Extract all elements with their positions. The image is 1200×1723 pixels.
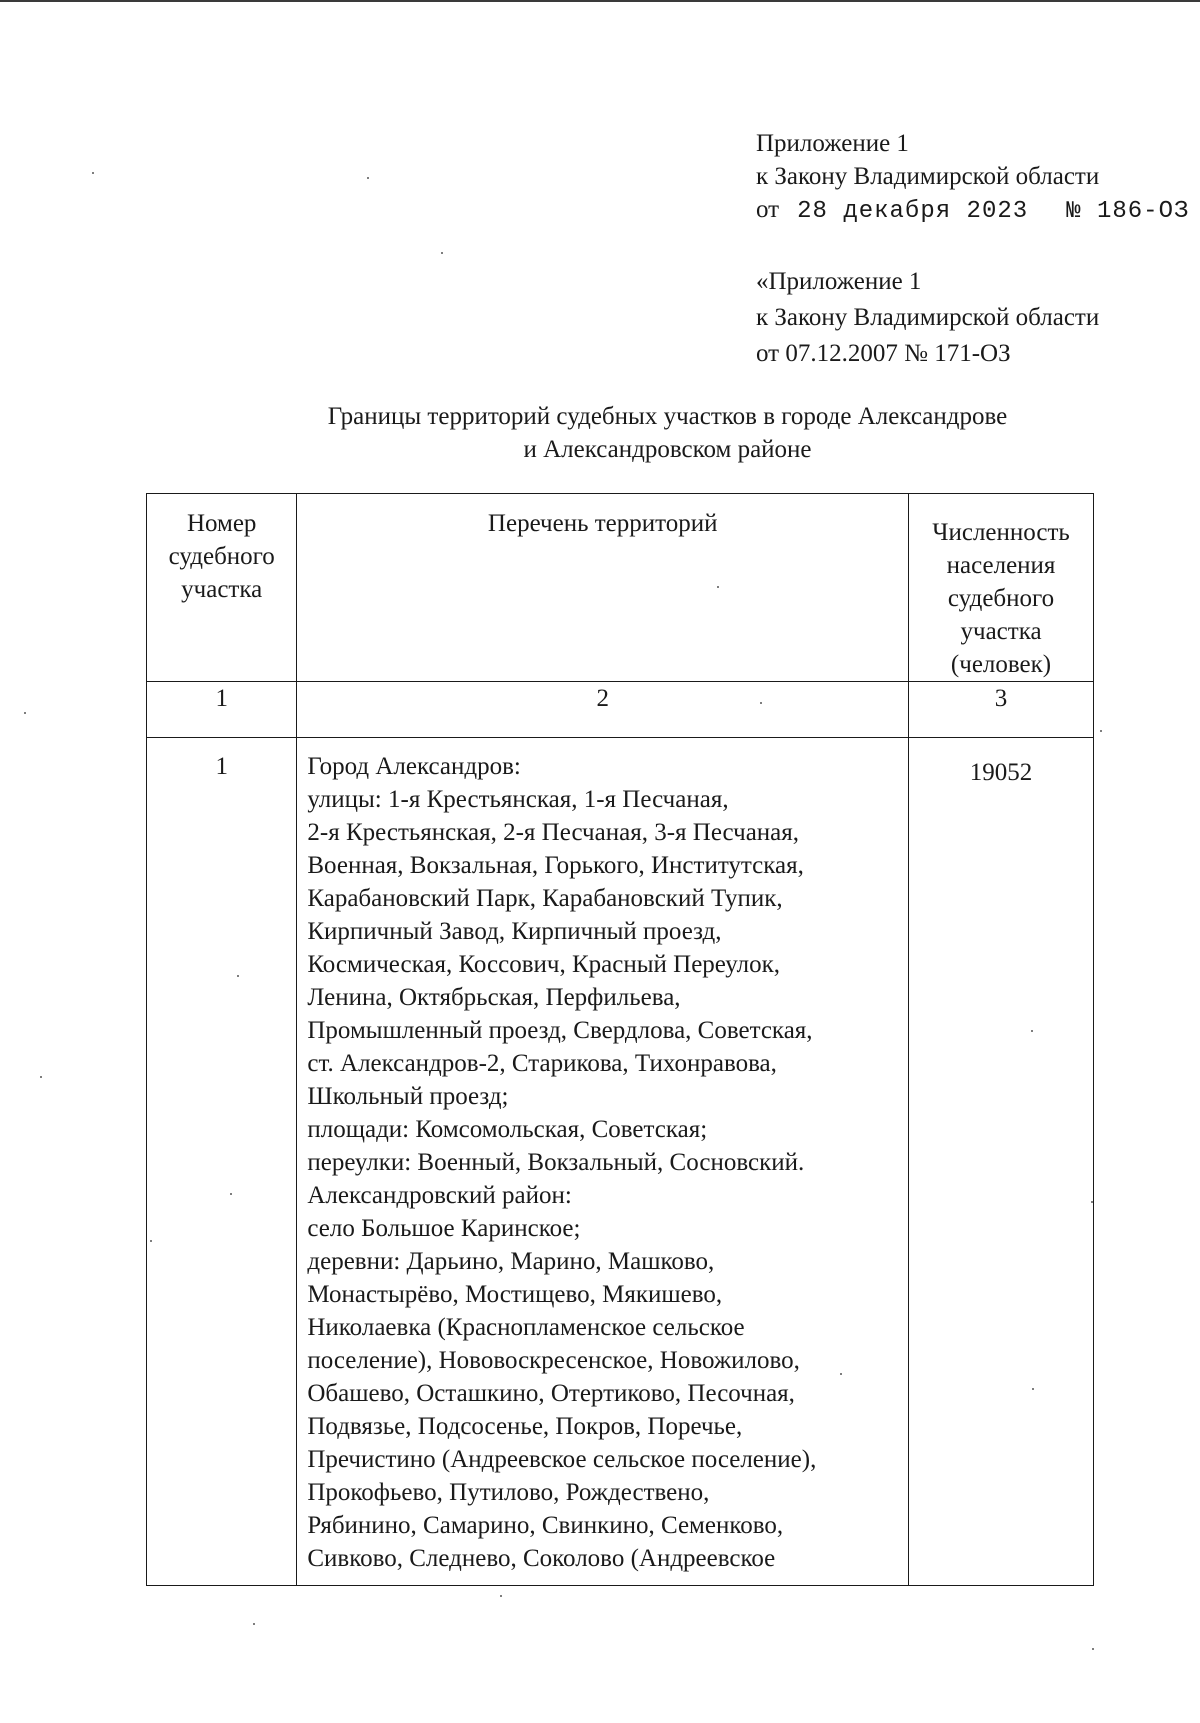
district-number-cell [147,738,297,1586]
scan-speck [840,1373,842,1375]
territory-line: Космическая, Коссович, Красный Переулок, [307,951,781,978]
column-number: 3 [909,682,1094,738]
population-cell [909,738,1094,1586]
territory-line: Подвязье, Подсосенье, Покров, Поречье, [307,1413,743,1440]
header-text: судебного [168,543,275,570]
territory-line: поселение), Нововоскресенское, Новожилово, [307,1347,800,1374]
territory-line: Промышленный проезд, Свердлова, Советская, [307,1017,813,1044]
scan-speck [760,702,762,704]
territory-line: 2-я Крестьянская, 2-я Песчаная, 3-я Песчаная, [307,819,800,846]
scan-speck [237,975,239,977]
territory-line: Обашево, Осташкино, Отертиково, Песочная, [307,1380,795,1407]
annex-number-stamp: № 186-ОЗ [1066,198,1190,225]
population-value: 19052 [969,759,1033,786]
territory-line: Монастырёво, Мостищево, Мякишево, [307,1281,723,1308]
annex-date-prefix: от [756,196,780,223]
territory-line: Школьный проезд; [307,1083,509,1110]
annex-header-line2: к Закону Владимирской области [756,163,1100,190]
scan-speck [230,1193,232,1195]
header-cell-territories [297,494,909,682]
scan-top-edge [0,0,1200,2]
scan-speck [441,252,443,254]
scan-speck [40,1076,42,1078]
scan-speck [253,1623,255,1625]
territory-line: Пречистино (Андреевское сельское поселение), [307,1446,817,1473]
scan-speck [367,177,369,179]
scan-speck [24,712,26,714]
header-text: участка [181,576,263,603]
territory-line: Прокофьево, Путилово, Рождествено, [307,1479,710,1506]
original-header-line2: к Закону Владимирской области [756,304,1100,331]
scan-speck [1031,1030,1033,1032]
territory-line: Город Александров: [307,753,521,780]
header-text: Перечень территорий [487,510,718,537]
annex-date-stamp: 28 декабря 2023 [797,198,1029,225]
territory-line: Карабановский Парк, Карабановский Тупик, [307,885,783,912]
territory-line: Рябинино, Самарино, Свинкино, Семенково, [307,1512,784,1539]
scan-speck [500,1595,502,1597]
territory-line: Ленина, Октябрьская, Перфильева, [307,984,681,1011]
header-cell-district-number [147,494,297,682]
scan-speck [150,1240,152,1242]
territory-line: Александровский район: [307,1182,572,1209]
scan-speck [717,586,719,588]
original-header-line3: от 07.12.2007 № 171-ОЗ [756,340,1011,367]
scan-speck [1100,730,1102,732]
document-title-line2: и Александровском районе [523,436,812,463]
table-row [147,738,1094,1586]
territory-line: деревни: Дарьино, Марино, Машково, [307,1248,715,1275]
territories-cell [297,738,909,1586]
table-header-row [147,494,1094,682]
territory-line: площади: Комсомольская, Советская; [307,1116,708,1143]
territory-line: Николаевка (Краснопламенское сельское [307,1314,745,1341]
annex-header [756,127,1189,228]
column-number: 1 [147,682,297,738]
territory-line: ст. Александров-2, Старикова, Тихонравова, [307,1050,777,1077]
annex-header-line3 [756,193,1189,228]
territory-line: переулки: Военный, Вокзальный, Сосновский. [307,1149,805,1176]
scan-speck [1032,1388,1034,1390]
territory-line: Военная, Вокзальная, Горького, Институтская, [307,852,804,879]
document-title [200,400,1135,466]
header-text: Численность [932,519,1070,546]
scan-speck [92,172,94,174]
column-number-row [147,682,1094,738]
header-text: (человек) [950,651,1052,678]
territory-line: Сивково, Следнево, Соколово (Андреевское [307,1545,776,1572]
territory-list [297,738,908,1575]
original-header-line1: «Приложение 1 [756,268,922,295]
document-title-line1: Границы территорий судебных участков в городе Александрове [327,403,1008,430]
header-text: населения [946,552,1056,579]
territory-line: Кирпичный Завод, Кирпичный проезд, [307,918,722,945]
territory-line: село Большое Каринское; [307,1215,581,1242]
original-annex-header [756,264,1099,372]
scan-speck [1091,1201,1093,1203]
district-number: 1 [215,753,228,780]
annex-header-line1: Приложение 1 [756,130,909,157]
scan-speck [1092,1648,1094,1650]
territory-line: улицы: 1-я Крестьянская, 1-я Песчаная, [307,786,729,813]
header-cell-population [909,494,1094,682]
territories-table [146,493,1094,1586]
header-text: участка [960,618,1042,645]
header-text: Номер [186,510,257,537]
column-number: 2 [297,682,909,738]
header-text: судебного [947,585,1055,612]
